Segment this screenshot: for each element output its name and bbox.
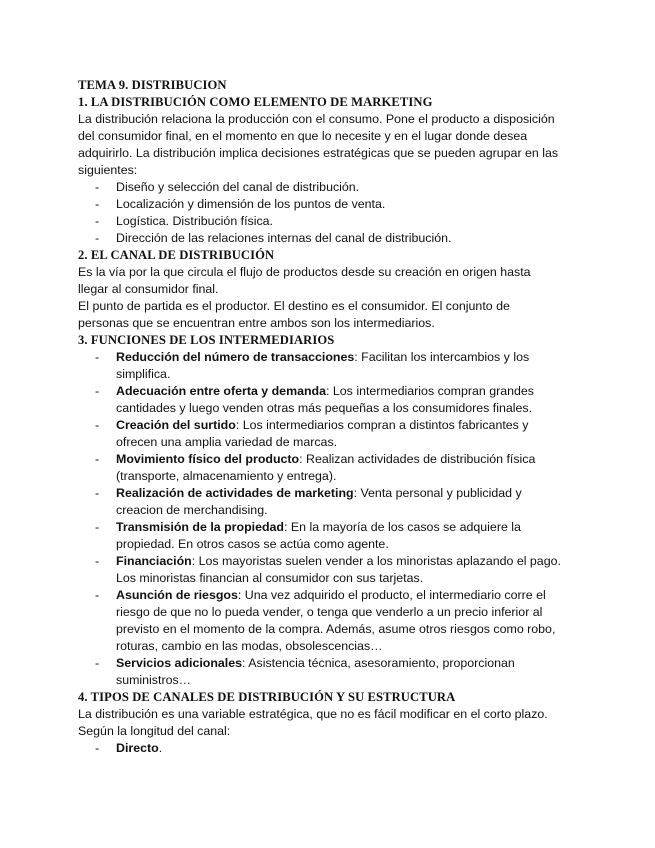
paragraph-line: personas que se encuentran entre ambos son los intermediarios. <box>78 316 435 330</box>
section-3-list <box>78 349 578 689</box>
list-item-text: Diseño y selección del canal de distribución. <box>116 180 360 194</box>
function-text: : Los intermediarios compran a distintos fabricantes y <box>235 418 529 432</box>
function-term: Transmisión de la propiedad <box>116 520 284 534</box>
document-title: TEMA 9. DISTRIBUCION <box>78 78 227 92</box>
dash-bullet: - <box>95 554 100 568</box>
dash-bullet: - <box>95 486 100 500</box>
function-text: : En la mayoría de los casos se adquiere la <box>284 520 521 534</box>
function-text: creacion de merchandising. <box>116 503 268 517</box>
dash-bullet: - <box>95 418 100 432</box>
function-term: Realización de actividades de marketing <box>116 486 354 500</box>
list-item-text: Dirección de las relaciones internas del canal de distribución. <box>116 231 452 245</box>
function-text: simplifica. <box>116 367 171 381</box>
function-text: : Asistencia técnica, asesoramiento, proporcionan <box>242 656 515 670</box>
function-item <box>78 553 578 587</box>
function-text: : Facilitan los intercambios y los <box>354 350 530 364</box>
section-1-heading: 1. LA DISTRIBUCIÓN COMO ELEMENTO DE MARKETING <box>78 95 433 109</box>
list-item-text: Logística. Distribución física. <box>116 214 274 228</box>
function-term: Movimiento físico del producto <box>116 452 300 466</box>
list-item <box>78 213 578 230</box>
function-item <box>78 349 578 383</box>
function-text: : Venta personal y publicidad y <box>353 486 522 500</box>
section-2-paragraph <box>78 264 578 332</box>
function-item <box>78 587 578 655</box>
dash-bullet: - <box>95 384 100 398</box>
function-text: propiedad. En otros casos se actúa como agente. <box>116 537 389 551</box>
dash-bullet: - <box>95 350 100 364</box>
dash-bullet: - <box>95 214 100 228</box>
function-text: ofrecen una amplia variedad de marcas. <box>116 435 338 449</box>
list-item-text: Localización y dimensión de los puntos de venta. <box>116 197 386 211</box>
function-text: riesgo de que no lo pueda vender, o tenga que venderlo a un precio inferior al <box>116 605 543 619</box>
function-item <box>78 485 578 519</box>
list-item <box>78 230 578 247</box>
paragraph-line: llegar al consumidor final. <box>78 282 219 296</box>
function-term: Asunción de riesgos <box>116 588 238 602</box>
list-item <box>78 179 578 196</box>
paragraph-line: Es la vía por la que circula el flujo de productos desde su creación en origen hasta <box>78 265 531 279</box>
section-3-heading: 3. FUNCIONES DE LOS INTERMEDIARIOS <box>78 333 335 347</box>
paragraph-line: siguientes: <box>78 163 138 177</box>
section-4-list <box>78 740 578 757</box>
function-text: previsto en el momento de la compra. Además, asume otros riesgos como robo, <box>116 622 556 636</box>
dash-bullet: - <box>95 180 100 194</box>
paragraph-line: El punto de partida es el productor. El destino es el consumidor. El conjunto de <box>78 299 510 313</box>
section-4-heading: 4. TIPOS DE CANALES DE DISTRIBUCIÓN Y SU ESTRUCTURA <box>78 690 456 704</box>
function-item <box>78 417 578 451</box>
function-text: : Los intermediarios compran grandes <box>326 384 535 398</box>
section-4-paragraph <box>78 706 578 740</box>
section-1-list <box>78 179 578 247</box>
list-item <box>78 196 578 213</box>
function-item <box>78 383 578 417</box>
section-2-heading: 2. EL CANAL DE DISTRIBUCIÓN <box>78 248 275 262</box>
function-text: : Realizan actividades de distribución física <box>299 452 536 466</box>
dash-bullet: - <box>95 197 100 211</box>
dash-bullet: - <box>95 452 100 466</box>
paragraph-line: La distribución es una variable estratégica, que no es fácil modificar en el corto plazo. <box>78 707 548 721</box>
dash-bullet: - <box>95 741 100 755</box>
function-text: : Una vez adquirido el producto, el intermediario corre el <box>237 588 546 602</box>
function-text: Los minoristas financian al consumidor con sus tarjetas. <box>116 571 424 585</box>
function-term: Financiación <box>116 554 192 568</box>
function-text: suministros… <box>116 673 192 687</box>
dash-bullet: - <box>95 588 100 602</box>
dash-bullet: - <box>95 520 100 534</box>
function-item <box>78 519 578 553</box>
function-term: Reducción del número de transacciones <box>116 350 355 364</box>
dash-bullet: - <box>95 656 100 670</box>
paragraph-line: La distribución relaciona la producción con el consumo. Pone el producto a disposición <box>78 112 555 126</box>
function-item <box>78 655 578 689</box>
channel-type-term: Directo <box>116 741 159 755</box>
function-term: Creación del surtido <box>116 418 236 432</box>
function-text: cantidades y luego venden otras más pequeñas a los consumidores finales. <box>116 401 533 415</box>
function-term: Servicios adicionales <box>116 656 243 670</box>
paragraph-line: adquirirlo. La distribución implica decisiones estratégicas que se pueden agrupar en las <box>78 146 559 160</box>
paragraph-line: del consumidor final, en el momento en que lo necesite y en el lugar donde desea <box>78 129 528 143</box>
channel-type-text: . <box>158 741 163 755</box>
section-1-paragraph <box>78 111 578 179</box>
function-text: roturas, cambio en las modas, obsolescencias… <box>116 639 383 653</box>
dash-bullet: - <box>95 231 100 245</box>
function-term: Adecuación entre oferta y demanda <box>116 384 327 398</box>
channel-type-item <box>78 740 578 757</box>
paragraph-line: Según la longitud del canal: <box>78 724 231 738</box>
function-item <box>78 451 578 485</box>
function-text: (transporte, almacenamiento y entrega). <box>116 469 337 483</box>
document-page <box>78 77 578 757</box>
function-text: : Los mayoristas suelen vender a los minoristas aplazando el pago. <box>191 554 561 568</box>
